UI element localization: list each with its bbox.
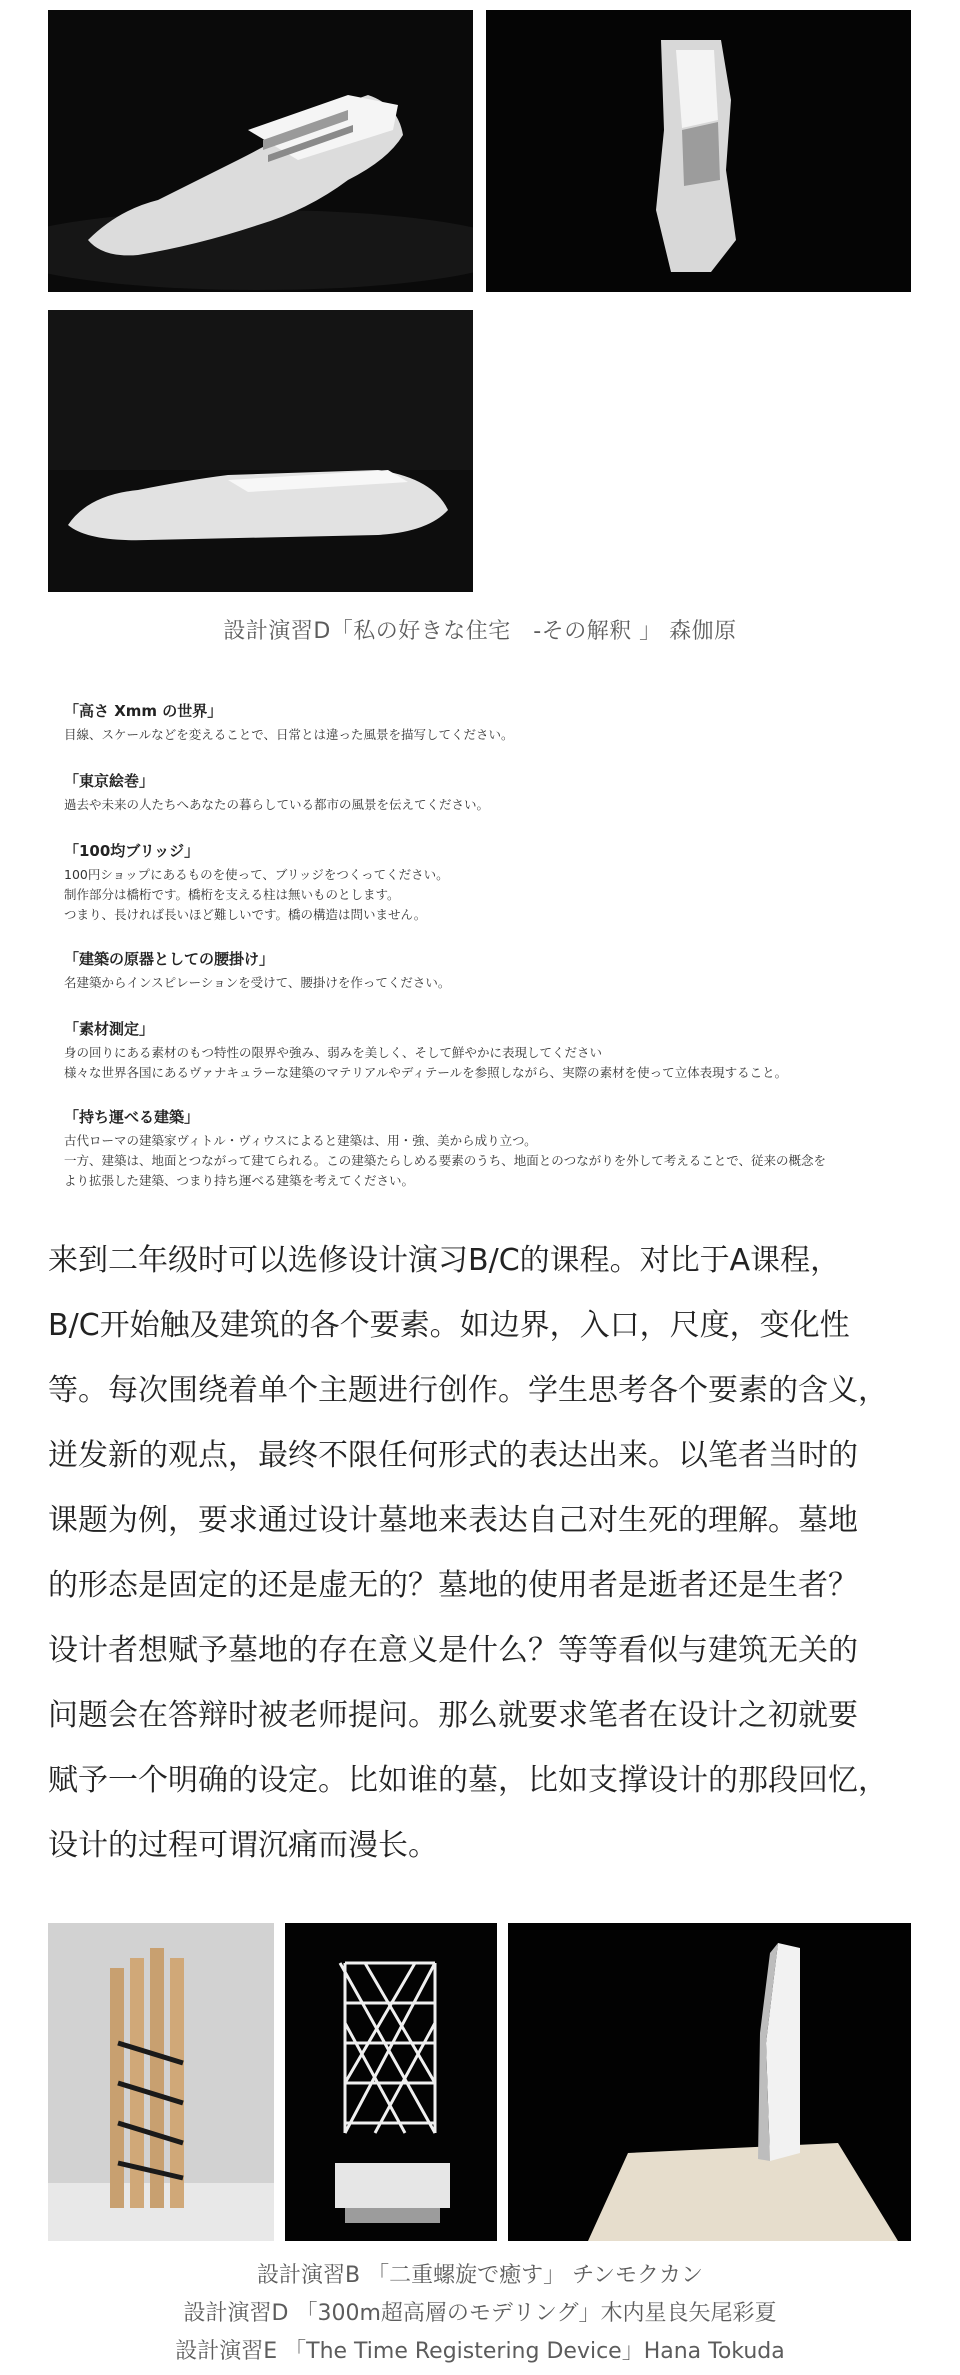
model-photo-2: [486, 10, 911, 292]
assignment-title: 「素材測定」: [64, 1020, 155, 1038]
assignment-line: 一方、建築は、地面とつながって建てられる。この建築たらしめる要素のうち、地面とのつながりを外して考えることで、従来の概念を: [64, 1153, 827, 1168]
caption-bottom-3: 設計演習E 「The Time Registering Device」Hana Tokuda: [175, 2339, 785, 2364]
assignment-title: 「持ち運べる建築」: [64, 1108, 200, 1126]
paragraph-line: 来到二年级时可以选修设计演习B/C的课程。对比于A课程，: [48, 1243, 841, 1278]
assignment-line: 名建築からインスピレーションを受けて、腰掛けを作ってください。: [64, 975, 451, 990]
assignment-line: 目線、スケールなどを変えることで、日常とは違った風景を描写してください。: [64, 727, 514, 742]
paragraph-line: 课题为例，要求通过设计墓地来表达自己对生死的理解。墓地: [48, 1503, 858, 1538]
paragraph-line: 的形态是固定的还是虚无的？墓地的使用者是逝者还是生者？: [48, 1568, 858, 1603]
model-photo-6: [508, 1923, 911, 2241]
assignment-line: 100円ショップにあるものを使って、ブリッジをつくってください。: [64, 867, 449, 882]
model-photo-5: [285, 1923, 497, 2241]
assignment-line: 身の回りにある素材のもつ特性の限界や強み、弱みを美しく、そして鮮やかに表現してください: [64, 1045, 603, 1060]
assignment-6: [64, 1106, 826, 1191]
assignment-line: 制作部分は橋桁です。橋桁を支える柱は無いものとします。: [64, 887, 400, 902]
paragraph-line: 问题会在答辩时被老师提问。那么就要求笔者在设计之初就要: [48, 1698, 858, 1733]
paragraph-line: 赋予一个明确的设定。比如谁的墓，比如支撑设计的那段回忆，: [48, 1763, 888, 1798]
paragraph-line: 迸发新的观点，最终不限任何形式的表达出来。以笔者当时的: [48, 1438, 858, 1473]
model-photo-1: [48, 10, 473, 292]
assignment-title: 「建築の原器としての腰掛け」: [64, 950, 275, 968]
paragraph-line: B/C开始触及建筑的各个要素。如边界，入口，尺度，变化性: [48, 1308, 850, 1343]
assignment-line: 過去や未来の人たちへあなたの暮らしている都市の風景を伝えてください。: [64, 797, 490, 812]
paragraph-line: 设计者想赋予墓地的存在意义是什么？等等看似与建筑无关的: [48, 1633, 858, 1668]
body-paragraph: [48, 1228, 910, 1878]
paragraph-line: 等。每次围绕着单个主题进行创作。学生思考各个要素的含义，: [48, 1373, 888, 1408]
assignment-5: [64, 1018, 787, 1083]
assignment-title: 「高さ Xmm の世界」: [64, 702, 223, 720]
model-photo-4: [48, 1923, 274, 2241]
assignment-4: [64, 948, 450, 993]
caption-bottom-2: 設計演習D 「300m超高層のモデリング」木内星良矢尾彩夏: [183, 2301, 777, 2326]
caption-bottom-1: 設計演習B 「二重螺旋で癒す」 チンモクカン: [257, 2263, 703, 2288]
assignment-line: つまり、長ければ長いほど難しいです。橋の構造は問いません。: [64, 907, 427, 922]
assignment-3: [64, 840, 449, 925]
assignment-2: [64, 770, 489, 815]
model-photo-3: [48, 310, 473, 592]
caption-top: 設計演習D「私の好きな住宅 -その解釈 」 森伽原: [223, 619, 737, 644]
assignment-line: より拡張した建築、つまり持ち運べる建築を考えてください。: [64, 1173, 415, 1188]
assignment-1: [64, 700, 514, 745]
assignment-title: 「東京絵巻」: [64, 772, 155, 790]
assignment-line: 古代ローマの建築家ヴィトル・ヴィウスによると建築は、用・強、美から成り立つ。: [64, 1133, 537, 1148]
assignment-line: 様々な世界各国にあるヴァナキュラーな建築のマテリアルやディテールを参照しながら、実際の素材を使って立体表現すること。: [64, 1065, 788, 1080]
assignment-title: 「100均ブリッジ」: [64, 842, 200, 860]
paragraph-line: 设计的过程可谓沉痛而漫长。: [48, 1828, 438, 1863]
